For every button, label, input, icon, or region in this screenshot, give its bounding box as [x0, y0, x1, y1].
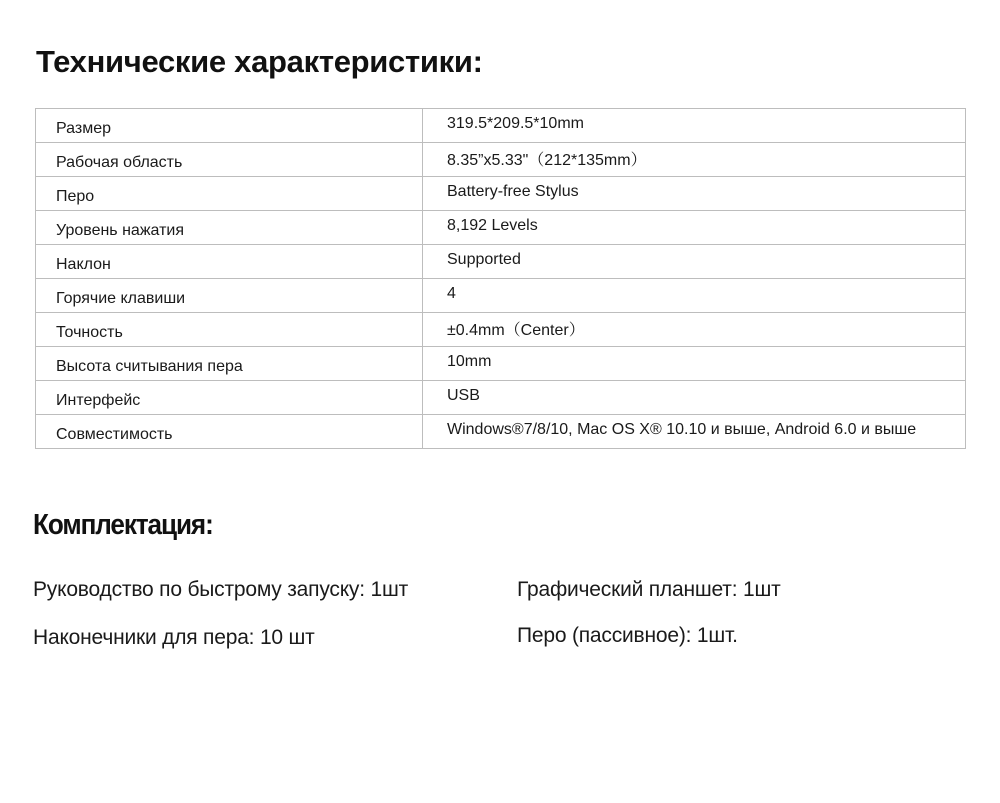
spec-label: Интерфейс: [36, 381, 423, 415]
spec-value: 4: [423, 279, 966, 313]
spec-label: Горячие клавиши: [36, 279, 423, 313]
kit-item-pen: Перо (пассивное): 1шт.: [517, 624, 738, 647]
spec-value: USB: [423, 381, 966, 415]
spec-label: Перо: [36, 177, 423, 211]
table-row: [36, 279, 966, 313]
kit-item-tablet: Графический планшет: 1шт: [517, 578, 781, 601]
spec-label: Размер: [36, 109, 423, 143]
spec-label: Совместимость: [36, 415, 423, 449]
spec-value: ±0.4mm（Center）: [423, 313, 966, 347]
spec-value: Supported: [423, 245, 966, 279]
table-row: [36, 245, 966, 279]
spec-value: 8.35”x5.33"（212*135mm）: [423, 143, 966, 177]
kit-item-pen-nibs: Наконечники для пера: 10 шт: [33, 626, 315, 649]
spec-value: 319.5*209.5*10mm: [423, 109, 966, 143]
table-row: [36, 415, 966, 449]
spec-value: 10mm: [423, 347, 966, 381]
spec-label: Точность: [36, 313, 423, 347]
table-row: [36, 177, 966, 211]
table-row: [36, 313, 966, 347]
spec-value: Battery-free Stylus: [423, 177, 966, 211]
spec-value: 8,192 Levels: [423, 211, 966, 245]
table-row: [36, 347, 966, 381]
table-row: [36, 143, 966, 177]
kit-item-quick-start-guide: Руководство по быстрому запуску: 1шт: [33, 578, 409, 601]
table-row: [36, 381, 966, 415]
spec-label: Наклон: [36, 245, 423, 279]
spec-label: Высота считывания пера: [36, 347, 423, 381]
spec-label: Уровень нажатия: [36, 211, 423, 245]
table-row: [36, 211, 966, 245]
specs-table: [35, 108, 966, 449]
spec-label: Рабочая область: [36, 143, 423, 177]
specs-title: Технические характеристики:: [36, 44, 483, 79]
kit-title: Комплектация:: [33, 509, 213, 541]
table-row: [36, 109, 966, 143]
spec-value: Windows®7/8/10, Mac OS X® 10.10 и выше, Android 6.0 и выше: [423, 415, 966, 449]
